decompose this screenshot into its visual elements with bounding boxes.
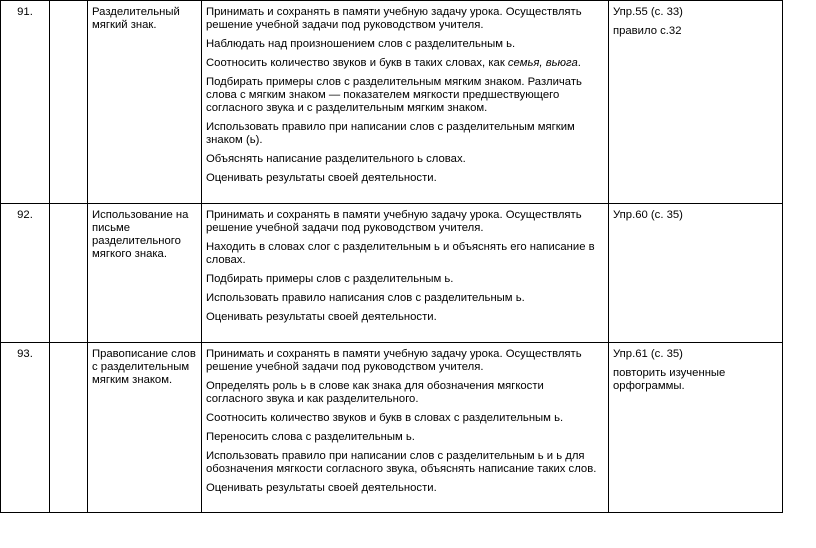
activities-cell bbox=[202, 343, 609, 513]
activity-item: Оценивать результаты своей деятельности. bbox=[206, 172, 437, 184]
activity-item: Находить в словах слог с разделительным ь и объяснять его написание в словах. bbox=[206, 241, 595, 266]
activity-item: Подбирать примеры слов с разделительным мягким знаком. Различать слова с мягким знаком — показателем мягкости предшествующего согласного звука и с разделительным мягким знаком. bbox=[206, 76, 582, 114]
activity-item: Использовать правило при написании слов с разделительным мягким знаком (ь). bbox=[206, 121, 575, 146]
homework-item: Упр.55 (с. 33) bbox=[613, 6, 683, 18]
activity-item bbox=[206, 57, 604, 70]
activity-item: Принимать и сохранять в памяти учебную задачу урока. Осуществлять решение учебной задачи под руководством учителя. bbox=[206, 6, 582, 31]
activity-item: Принимать и сохранять в памяти учебную задачу урока. Осуществлять решение учебной задачи под руководством учителя. bbox=[206, 348, 582, 373]
homework-cell bbox=[609, 343, 783, 513]
date-cell bbox=[50, 1, 88, 204]
activity-item: Подбирать примеры слов с разделительным ь. bbox=[206, 273, 454, 285]
activity-item: Наблюдать над произношением слов с разделительным ь. bbox=[206, 38, 516, 50]
table-row bbox=[1, 1, 783, 204]
table-row bbox=[1, 343, 783, 513]
activity-item: Объяснять написание разделительного ь словах. bbox=[206, 153, 466, 165]
homework-item: Упр.60 (с. 35) bbox=[613, 209, 683, 221]
date-cell bbox=[50, 343, 88, 513]
homework-item: Упр.61 (с. 35) bbox=[613, 348, 683, 360]
homework-cell bbox=[609, 204, 783, 343]
homework-cell bbox=[609, 1, 783, 204]
lesson-topic: Использование на письме разделительного мягкого знака. bbox=[88, 204, 202, 343]
activity-item: Определять роль ь в слове как знака для обозначения мягкости согласного звука и как разделительного. bbox=[206, 380, 544, 405]
activity-text: Соотносить количество звуков и букв в таких словах, как bbox=[206, 57, 508, 69]
lesson-number: 92. bbox=[1, 204, 50, 343]
homework-item: повторить изученные орфограммы. bbox=[613, 367, 726, 392]
activities-cell bbox=[202, 1, 609, 204]
activities-cell bbox=[202, 204, 609, 343]
homework-item: правило с.32 bbox=[613, 25, 682, 37]
activity-item: Оценивать результаты своей деятельности. bbox=[206, 482, 437, 494]
activity-item: Принимать и сохранять в памяти учебную задачу урока. Осуществлять решение учебной задачи под руководством учителя. bbox=[206, 209, 582, 234]
activity-text-end: . bbox=[577, 57, 581, 69]
date-cell bbox=[50, 204, 88, 343]
lesson-topic: Правописание слов с разделительным мягким знаком. bbox=[88, 343, 202, 513]
activity-item: Соотносить количество звуков и букв в словах с разделительным ь. bbox=[206, 412, 564, 424]
activity-examples: семья, вьюга bbox=[507, 57, 578, 69]
activity-item: Переносить слова с разделительным ь. bbox=[206, 431, 415, 443]
table-row bbox=[1, 204, 783, 343]
activity-item: Оценивать результаты своей деятельности. bbox=[206, 311, 437, 323]
lesson-number: 91. bbox=[1, 1, 50, 204]
lesson-topic: Разделительный мягкий знак. bbox=[88, 1, 202, 204]
activity-item: Использовать правило при написании слов с разделительным ь и ь для обозначения мягкости согласного звука, объяснять написание таких слов. bbox=[206, 450, 597, 475]
activity-item: Использовать правило написания слов с разделительным ь. bbox=[206, 292, 525, 304]
lesson-number: 93. bbox=[1, 343, 50, 513]
